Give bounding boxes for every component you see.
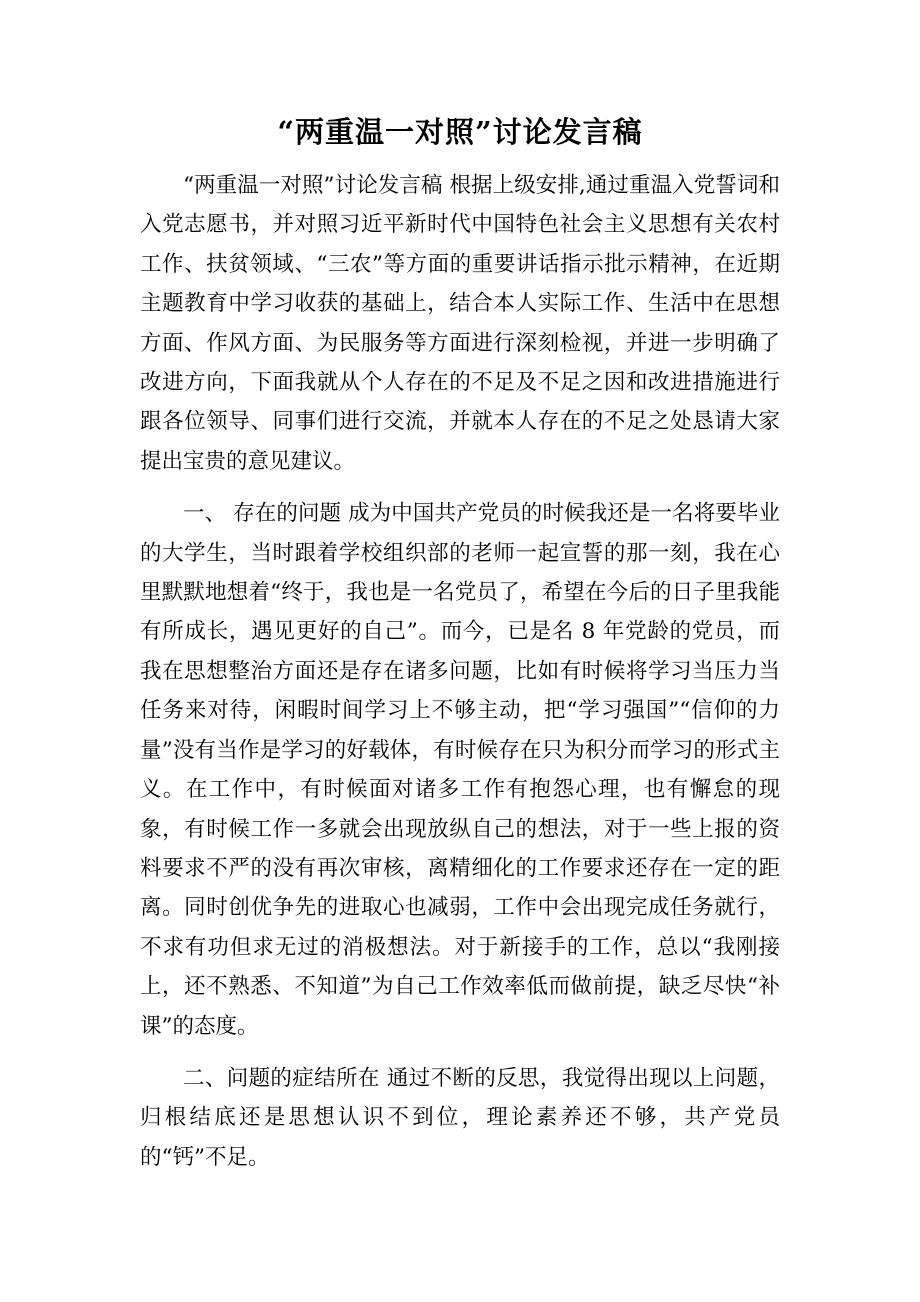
document-body xyxy=(140,166,780,1177)
paragraph-intro: “两重温一对照”讨论发言稿 根据上级安排,通过重温入党誓词和入党志愿书，并对照习近平新时代中国特色社会主义思想有关农村工作、扶贫领域、“三农”等方面的重要讲话指示批示精神，在近期主题教育中学习收获的基础上，结合本人实际工作、生活中在思想方面、作风方面、为民服务等方面进行深刻检视，并进一步明确了改进方向，下面我就从个人存在的不足及不足之因和改进措施进行跟各位领导、同事们进行交流，并就本人存在的不足之处恳请大家提出宝贵的意见建议。 xyxy=(140,173,780,474)
paragraph-root-causes: 二、问题的症结所在 通过不断的反思，我觉得出现以上问题，归根结底还是思想认识不到位，理论素养还不够，共产党员的“钙”不足。 xyxy=(140,1065,780,1170)
paragraph-existing-problems: 一、 存在的问题 成为中国共产党员的时候我还是一名将要毕业的大学生，当时跟着学校组织部的老师一起宣誓的那一刻，我在心里默默地想着“终于，我也是一名党员了，希望在今后的日子里我能有所成长，遇见更好的自己”。而今，已是名 8 年党龄的党员，而我在思想整治方面还是存在诸多问题，比如有时候将学习当压力当任务来对待，闲暇时间学习上不够主动，把“学习强国”“信仰的力量”没有当作是学习的好载体，有时候存在只为积分而学习的形式主义。在工作中，有时候面对诸多工作有抱怨心理，也有懈怠的现象，有时候工作一多就会出现放纵自己的想法，对于一些上报的资料要求不严的没有再次审核，离精细化的工作要求还存在一定的距离。同时创优争先的进取心也减弱，工作中会出现完成任务就行，不求有功但求无过的消极想法。对于新接手的工作，总以“我刚接上，还不熟悉、不知道”为自己工作效率低而做前提，缺乏尽快“补课”的态度。 xyxy=(140,501,780,1039)
document-title: “两重温一对照”讨论发言稿 xyxy=(277,115,643,149)
